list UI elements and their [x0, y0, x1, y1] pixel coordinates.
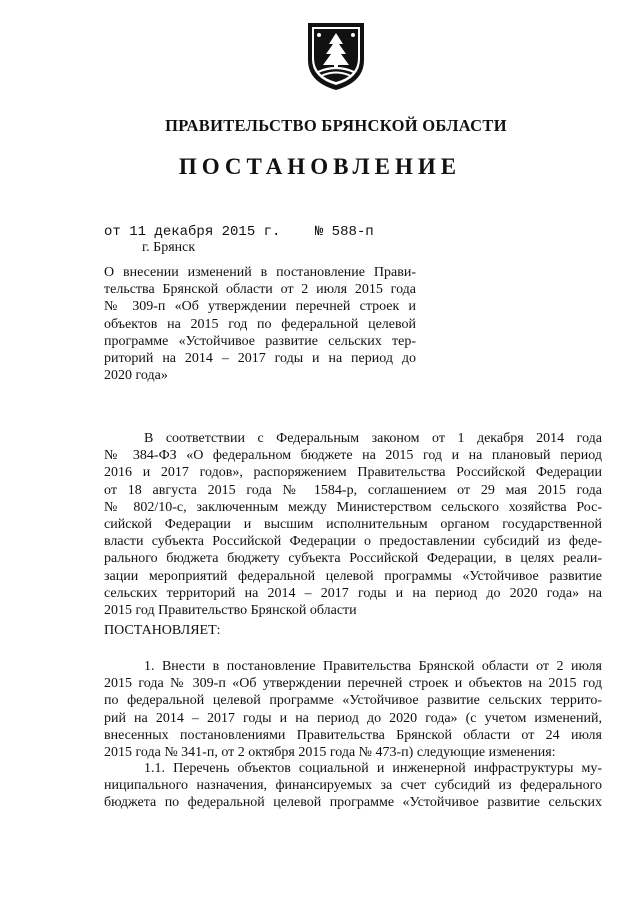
paragraph-line: ниципального назначения, финансируемых за счет субсидий из федерального	[104, 778, 602, 794]
document-subject	[104, 264, 416, 384]
subject-line: О внесении изменений в постановление Прави-	[104, 265, 416, 280]
subject-line: риторий на 2014 – 2017 годы и на период до	[104, 351, 416, 367]
paragraph-line: бюджета по федеральной целевой программе «Устойчивое развитие сельских	[104, 795, 602, 811]
document-date: 11 декабря 2015 г.	[129, 224, 281, 240]
paragraph-line: 1. Внести в постановление Правительства Брянской области от 2 июля	[144, 659, 602, 674]
paragraph-line: по федеральной целевой программе «Устойчивое развитие сельских террито-	[104, 693, 602, 709]
paragraph-line: сельских территорий на 2014 – 2017 годы и на период до 2020 года» на	[104, 585, 602, 601]
subject-line: тельства Брянской области от 2 июля 2015 года	[104, 282, 416, 298]
paragraph-line: сийской Федерации и высшим исполнительным органом государственной	[104, 517, 602, 533]
paragraph-line: 2015 года № 341-п, от 2 октября 2015 года № 473-п) следующие изменения:	[104, 745, 556, 761]
subject-line: объектов на 2015 год по федеральной целевой	[104, 316, 416, 332]
preamble-paragraph	[104, 430, 602, 619]
subject-line: 2020 года»	[104, 368, 168, 384]
resolution-item-1	[104, 658, 602, 761]
paragraph-line: зации мероприятий федеральной целевой программы «Устойчивое развитие	[104, 568, 602, 584]
paragraph-line: рального бюджета бюджету субъекта Российской Федерации, в целях реали-	[104, 551, 602, 567]
paragraph-line: 2016 и 2017 годов», распоряжением Правительства Российской Федерации	[104, 465, 602, 481]
resolves-heading: ПОСТАНОВЛЯЕТ:	[104, 623, 221, 638]
paragraph-line: 2015 года № 309-п «Об утверждении перечней строек и объектов на 2015 год	[104, 676, 602, 692]
resolution-item-1-1	[104, 760, 602, 812]
paragraph-line: от 18 августа 2015 года № 1584-р, соглашением от 29 мая 2015 года	[104, 482, 602, 498]
document-type-heading: ПОСТАНОВЛЕНИЕ	[178, 154, 462, 179]
paragraph-line: В соответствии с Федеральным законом от 1 декабря 2014 года	[144, 431, 602, 446]
coat-of-arms-emblem	[305, 20, 367, 92]
paragraph-line: рий на 2014 – 2017 годы и на период до 2020 года» (с учетом изменений,	[104, 710, 602, 726]
paragraph-line: внесенных постановлениями Правительства Брянской области от 24 июля	[104, 727, 602, 743]
paragraph-line: 1.1. Перечень объектов социальной и инженерной инфраструктуры му-	[144, 761, 602, 776]
number-sign: №	[314, 224, 324, 240]
subject-line: № 309-п «Об утверждении перечней строек и	[104, 299, 416, 315]
document-date-number	[104, 224, 374, 240]
paragraph-line: 2015 год Правительство Брянской области	[104, 603, 357, 619]
document-city: г. Брянск	[142, 240, 196, 255]
paragraph-line: № 802/10-с, заключенным между Министерством сельского хозяйства Рос-	[104, 499, 602, 515]
document-number: 588-п	[331, 224, 374, 240]
paragraph-line: № 384-ФЗ «О федеральном бюджете на 2015 год и на плановый период	[104, 448, 602, 464]
subject-line: программе «Устойчивое развитие сельских тер-	[104, 333, 416, 349]
organization-title: ПРАВИТЕЛЬСТВО БРЯНСКОЙ ОБЛАСТИ	[165, 116, 507, 135]
date-prefix: от	[104, 224, 121, 240]
paragraph-line: власти субъекта Российской Федерации о предоставлении субсидий из феде-	[104, 534, 602, 550]
